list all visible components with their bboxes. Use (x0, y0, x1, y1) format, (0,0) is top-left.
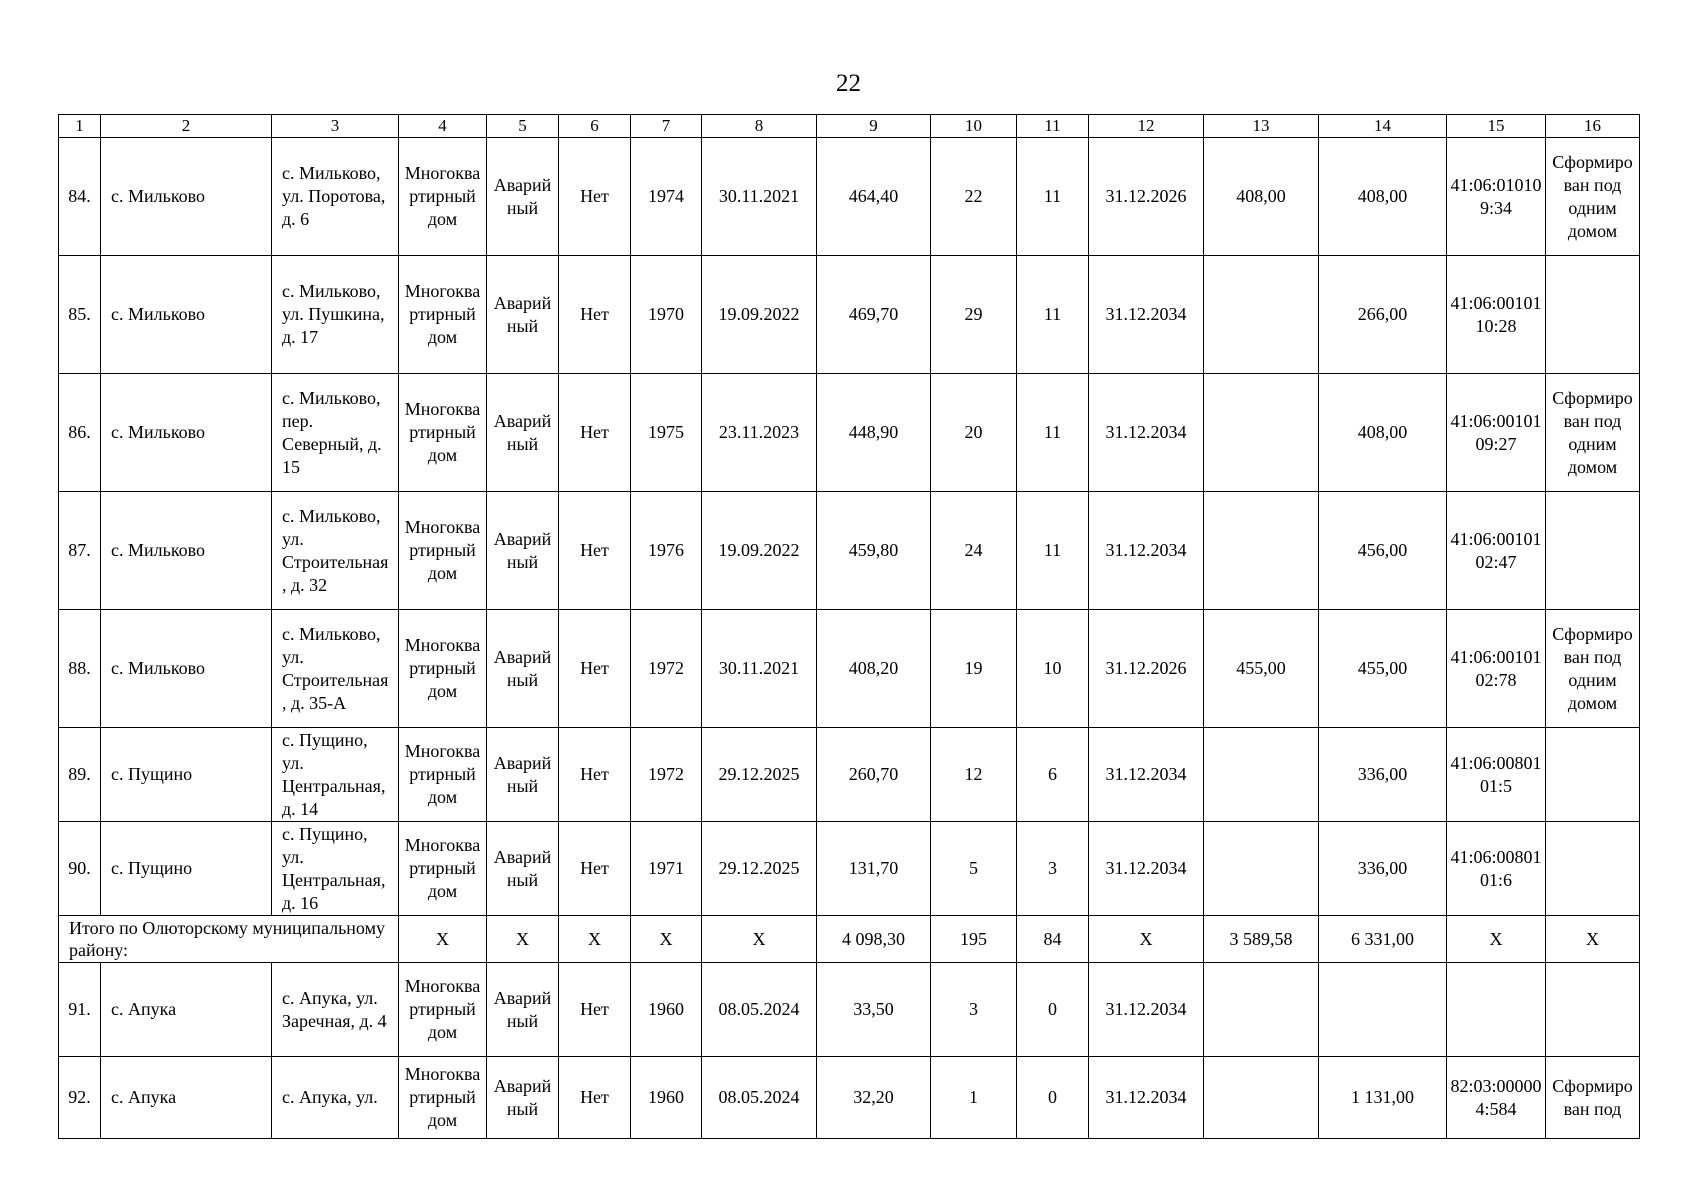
house-type-cell: Многоквартирный дом (399, 256, 487, 374)
cadastral-cell: 41:06:0010102:78 (1447, 610, 1546, 728)
header-cell: 14 (1319, 115, 1447, 138)
column-10-cell: 20 (931, 374, 1017, 492)
address-cell: с. Мильково, пер. Северный, д. 15 (272, 374, 399, 492)
deadline-cell: 31.12.2034 (1089, 728, 1204, 822)
header-cell: 3 (272, 115, 399, 138)
table-row (59, 492, 1640, 610)
header-cell: 4 (399, 115, 487, 138)
column-6-cell: Нет (559, 822, 631, 916)
table-row (59, 1057, 1640, 1139)
year-cell: 1960 (631, 1057, 702, 1139)
date-cell: 30.11.2021 (702, 610, 817, 728)
column-6-cell: Нет (559, 728, 631, 822)
column-14-cell: 1 131,00 (1319, 1057, 1447, 1139)
column-6-cell: Нет (559, 138, 631, 256)
cadastral-cell: 41:06:0010110:28 (1447, 256, 1546, 374)
column-11-cell: 11 (1017, 492, 1089, 610)
header-cell: 8 (702, 115, 817, 138)
deadline-cell: 31.12.2026 (1089, 610, 1204, 728)
settlement-cell: с. Мильково (101, 138, 272, 256)
date-cell: 30.11.2021 (702, 138, 817, 256)
column-13-cell (1204, 1057, 1319, 1139)
table-row (59, 963, 1640, 1057)
table-row (59, 728, 1640, 822)
header-cell: 10 (931, 115, 1017, 138)
house-type-cell: Многоквартирный дом (399, 610, 487, 728)
column-6-cell: Нет (559, 963, 631, 1057)
cadastral-cell: 41:06:0010109:27 (1447, 374, 1546, 492)
area-cell: 459,80 (817, 492, 931, 610)
column-13-cell (1204, 374, 1319, 492)
row-number: 85. (59, 256, 101, 374)
condition-cell: Аварийный (487, 256, 559, 374)
total-cell: 6 331,00 (1319, 916, 1447, 963)
date-cell: 19.09.2022 (702, 256, 817, 374)
header-cell: 7 (631, 115, 702, 138)
condition-cell: Аварийный (487, 138, 559, 256)
deadline-cell: 31.12.2034 (1089, 256, 1204, 374)
column-number-header (59, 115, 1640, 138)
column-10-cell: 24 (931, 492, 1017, 610)
column-11-cell: 10 (1017, 610, 1089, 728)
column-14-cell: 408,00 (1319, 374, 1447, 492)
address-cell: с. Апука, ул. (272, 1057, 399, 1139)
total-cell: Х (702, 916, 817, 963)
column-13-cell: 455,00 (1204, 610, 1319, 728)
header-cell: 6 (559, 115, 631, 138)
area-cell: 260,70 (817, 728, 931, 822)
date-cell: 08.05.2024 (702, 1057, 817, 1139)
column-14-cell: 408,00 (1319, 138, 1447, 256)
cadastral-cell: 41:06:0080101:5 (1447, 728, 1546, 822)
column-10-cell: 5 (931, 822, 1017, 916)
note-cell: Сформирован под одним домом (1546, 610, 1640, 728)
date-cell: 29.12.2025 (702, 822, 817, 916)
total-cell: 195 (931, 916, 1017, 963)
note-cell (1546, 728, 1640, 822)
total-area-cell: 4 098,30 (817, 916, 931, 963)
row-number: 87. (59, 492, 101, 610)
total-label: Итого по Олюторскому муниципальному району: (59, 916, 399, 963)
total-cell: Х (1447, 916, 1546, 963)
column-13-cell: 408,00 (1204, 138, 1319, 256)
house-type-cell: Многоквартирный дом (399, 728, 487, 822)
settlement-cell: с. Мильково (101, 610, 272, 728)
page-number: 22 (836, 70, 861, 97)
cadastral-cell: 41:06:0080101:6 (1447, 822, 1546, 916)
column-10-cell: 19 (931, 610, 1017, 728)
column-10-cell: 12 (931, 728, 1017, 822)
settlement-cell: с. Мильково (101, 256, 272, 374)
row-number: 92. (59, 1057, 101, 1139)
header-cell: 16 (1546, 115, 1640, 138)
column-11-cell: 0 (1017, 1057, 1089, 1139)
header-cell: 13 (1204, 115, 1319, 138)
row-number: 90. (59, 822, 101, 916)
area-cell: 33,50 (817, 963, 931, 1057)
column-14-cell: 456,00 (1319, 492, 1447, 610)
note-cell: Сформирован под одним домом (1546, 374, 1640, 492)
settlement-cell: с. Пущино (101, 728, 272, 822)
cadastral-cell: 41:06:0010102:47 (1447, 492, 1546, 610)
address-cell: с. Мильково, ул. Строительная, д. 32 (272, 492, 399, 610)
house-type-cell: Многоквартирный дом (399, 374, 487, 492)
condition-cell: Аварийный (487, 963, 559, 1057)
settlement-cell: с. Мильково (101, 374, 272, 492)
row-number: 89. (59, 728, 101, 822)
settlement-cell: с. Мильково (101, 492, 272, 610)
column-13-cell (1204, 256, 1319, 374)
column-6-cell: Нет (559, 256, 631, 374)
column-10-cell: 22 (931, 138, 1017, 256)
area-cell: 408,20 (817, 610, 931, 728)
year-cell: 1970 (631, 256, 702, 374)
column-13-cell (1204, 492, 1319, 610)
deadline-cell: 31.12.2026 (1089, 138, 1204, 256)
header-cell: 1 (59, 115, 101, 138)
year-cell: 1971 (631, 822, 702, 916)
column-11-cell: 0 (1017, 963, 1089, 1057)
table-row (59, 374, 1640, 492)
condition-cell: Аварийный (487, 728, 559, 822)
house-type-cell: Многоквартирный дом (399, 138, 487, 256)
house-type-cell: Многоквартирный дом (399, 492, 487, 610)
deadline-cell: 31.12.2034 (1089, 963, 1204, 1057)
table-row (59, 822, 1640, 916)
area-cell: 469,70 (817, 256, 931, 374)
deadline-cell: 31.12.2034 (1089, 1057, 1204, 1139)
settlement-cell: с. Пущино (101, 822, 272, 916)
column-10-cell: 3 (931, 963, 1017, 1057)
cadastral-cell (1447, 963, 1546, 1057)
column-11-cell: 11 (1017, 374, 1089, 492)
address-cell: с. Пущино, ул. Центральная, д. 14 (272, 728, 399, 822)
column-13-cell (1204, 963, 1319, 1057)
header-cell: 2 (101, 115, 272, 138)
date-cell: 19.09.2022 (702, 492, 817, 610)
total-cell: Х (1089, 916, 1204, 963)
column-6-cell: Нет (559, 374, 631, 492)
table-row (59, 138, 1640, 256)
row-number: 84. (59, 138, 101, 256)
note-cell: Сформирован под (1546, 1057, 1640, 1139)
column-6-cell: Нет (559, 1057, 631, 1139)
column-6-cell: Нет (559, 610, 631, 728)
address-cell: с. Апука, ул. Заречная, д. 4 (272, 963, 399, 1057)
column-14-cell: 455,00 (1319, 610, 1447, 728)
year-cell: 1960 (631, 963, 702, 1057)
column-13-cell (1204, 728, 1319, 822)
house-type-cell: Многоквартирный дом (399, 1057, 487, 1139)
note-cell (1546, 492, 1640, 610)
settlement-cell: с. Апука (101, 1057, 272, 1139)
area-cell: 464,40 (817, 138, 931, 256)
settlement-cell: с. Апука (101, 963, 272, 1057)
condition-cell: Аварийный (487, 492, 559, 610)
column-11-cell: 11 (1017, 256, 1089, 374)
header-cell: 12 (1089, 115, 1204, 138)
column-6-cell: Нет (559, 492, 631, 610)
year-cell: 1976 (631, 492, 702, 610)
total-cell: Х (399, 916, 487, 963)
column-14-cell: 336,00 (1319, 728, 1447, 822)
address-cell: с. Мильково, ул. Пушкина, д. 17 (272, 256, 399, 374)
house-type-cell: Многоквартирный дом (399, 963, 487, 1057)
column-14-cell: 266,00 (1319, 256, 1447, 374)
total-cell: Х (487, 916, 559, 963)
condition-cell: Аварийный (487, 1057, 559, 1139)
column-10-cell: 29 (931, 256, 1017, 374)
row-number: 86. (59, 374, 101, 492)
cadastral-cell: 41:06:010109:34 (1447, 138, 1546, 256)
year-cell: 1972 (631, 728, 702, 822)
column-14-cell (1319, 963, 1447, 1057)
note-cell (1546, 822, 1640, 916)
total-cell: Х (1546, 916, 1640, 963)
column-14-cell: 336,00 (1319, 822, 1447, 916)
date-cell: 23.11.2023 (702, 374, 817, 492)
total-cell: 84 (1017, 916, 1089, 963)
total-cell: 3 589,58 (1204, 916, 1319, 963)
note-cell: Сформирован под одним домом (1546, 138, 1640, 256)
header-cell: 15 (1447, 115, 1546, 138)
row-number: 88. (59, 610, 101, 728)
column-11-cell: 11 (1017, 138, 1089, 256)
column-11-cell: 6 (1017, 728, 1089, 822)
header-cell: 5 (487, 115, 559, 138)
address-cell: с. Мильково, ул. Строительная, д. 35-А (272, 610, 399, 728)
table-row (59, 256, 1640, 374)
header-cell: 11 (1017, 115, 1089, 138)
condition-cell: Аварийный (487, 822, 559, 916)
deadline-cell: 31.12.2034 (1089, 492, 1204, 610)
column-10-cell: 1 (931, 1057, 1017, 1139)
header-cell: 9 (817, 115, 931, 138)
total-row (59, 916, 1640, 963)
note-cell (1546, 256, 1640, 374)
condition-cell: Аварийный (487, 374, 559, 492)
cadastral-cell: 82:03:000004:584 (1447, 1057, 1546, 1139)
total-cell: Х (559, 916, 631, 963)
area-cell: 448,90 (817, 374, 931, 492)
deadline-cell: 31.12.2034 (1089, 822, 1204, 916)
column-11-cell: 3 (1017, 822, 1089, 916)
year-cell: 1972 (631, 610, 702, 728)
year-cell: 1974 (631, 138, 702, 256)
date-cell: 08.05.2024 (702, 963, 817, 1057)
house-type-cell: Многоквартирный дом (399, 822, 487, 916)
address-cell: с. Пущино, ул. Центральная, д. 16 (272, 822, 399, 916)
note-cell (1546, 963, 1640, 1057)
area-cell: 32,20 (817, 1057, 931, 1139)
address-cell: с. Мильково, ул. Поротова, д. 6 (272, 138, 399, 256)
row-number: 91. (59, 963, 101, 1057)
housing-registry-table (58, 114, 1640, 1139)
table-row (59, 610, 1640, 728)
area-cell: 131,70 (817, 822, 931, 916)
date-cell: 29.12.2025 (702, 728, 817, 822)
column-13-cell (1204, 822, 1319, 916)
year-cell: 1975 (631, 374, 702, 492)
total-cell: Х (631, 916, 702, 963)
deadline-cell: 31.12.2034 (1089, 374, 1204, 492)
condition-cell: Аварийный (487, 610, 559, 728)
